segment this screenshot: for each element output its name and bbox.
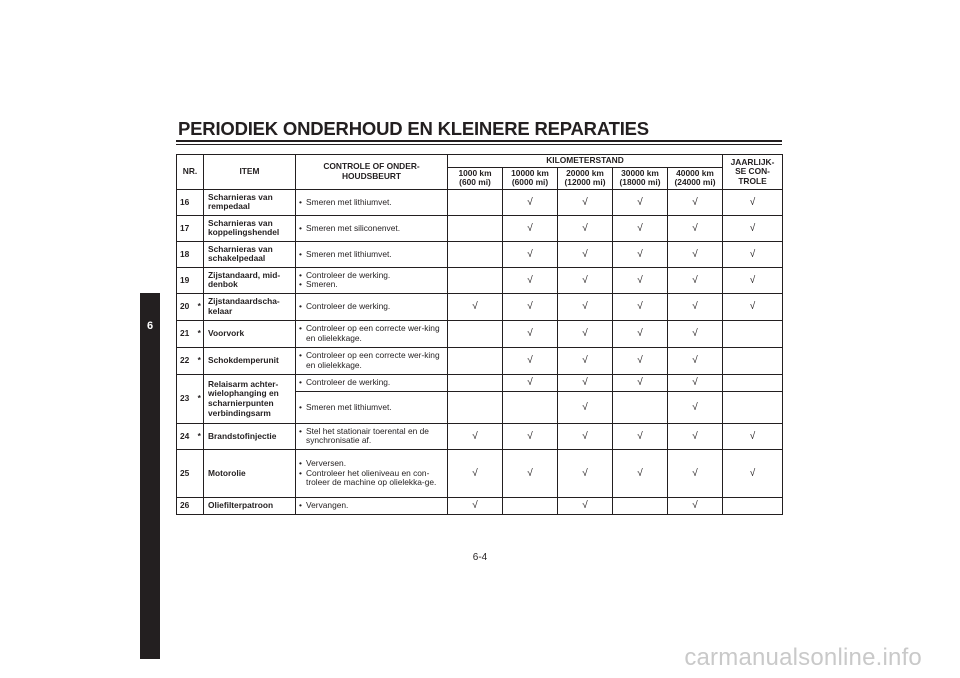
action-list bbox=[299, 459, 444, 488]
action-list bbox=[299, 378, 444, 388]
row-star-marker: * bbox=[196, 320, 204, 347]
check-mark: √ bbox=[503, 347, 558, 374]
row-number: 25 bbox=[177, 449, 196, 497]
row-number: 24 bbox=[177, 423, 196, 449]
header-km-4 bbox=[613, 167, 668, 189]
action-item: • Smeren met lithiumvet. bbox=[299, 403, 444, 413]
row-star-marker: * bbox=[196, 347, 204, 374]
action-list bbox=[299, 198, 444, 208]
row-control bbox=[296, 423, 448, 449]
row-control bbox=[296, 374, 448, 391]
check-mark: √ bbox=[613, 449, 668, 497]
check-mark: √ bbox=[668, 374, 723, 391]
check-mark: √ bbox=[668, 241, 723, 267]
action-item: • Controleer het olieniveau en con-troleer de machine op olielekka-ge. bbox=[299, 469, 444, 488]
chapter-tab bbox=[140, 293, 160, 659]
check-mark: √ bbox=[503, 449, 558, 497]
empty-cell bbox=[448, 320, 503, 347]
action-item: • Smeren. bbox=[299, 280, 444, 290]
check-mark: √ bbox=[558, 391, 613, 423]
header-kilometerstand: KILOMETERSTAND bbox=[448, 155, 723, 168]
row-star-marker: * bbox=[196, 293, 204, 320]
empty-cell bbox=[723, 347, 783, 374]
table-row bbox=[177, 293, 783, 320]
check-mark: √ bbox=[503, 267, 558, 293]
action-item: • Controleer de werking. bbox=[299, 378, 444, 388]
header-mi-value: (18000 mi) bbox=[619, 177, 661, 188]
check-mark: √ bbox=[723, 215, 783, 241]
page-title: PERIODIEK ONDERHOUD EN KLEINERE REPARATIES bbox=[178, 118, 649, 139]
header-annual: JAARLIJK-SE CON-TROLE bbox=[723, 155, 783, 190]
row-control bbox=[296, 320, 448, 347]
row-item: Scharnieras van schakelpedaal bbox=[204, 241, 296, 267]
row-control bbox=[296, 241, 448, 267]
check-mark: √ bbox=[558, 347, 613, 374]
action-list bbox=[299, 271, 444, 290]
row-control bbox=[296, 347, 448, 374]
check-mark: √ bbox=[723, 449, 783, 497]
header-nr: NR. bbox=[177, 155, 204, 190]
table-header-row bbox=[177, 155, 783, 168]
row-item: Zijstandaard, mid-denbok bbox=[204, 267, 296, 293]
header-control: CONTROLE OF ONDER-HOUDSBEURT bbox=[296, 155, 448, 190]
header-km-value: 1000 km bbox=[458, 167, 492, 178]
row-number: 26 bbox=[177, 497, 196, 514]
check-mark: √ bbox=[613, 241, 668, 267]
header-mi-value: (600 mi) bbox=[459, 177, 491, 188]
action-item: • Vervangen. bbox=[299, 501, 444, 511]
row-control bbox=[296, 215, 448, 241]
row-control bbox=[296, 293, 448, 320]
check-mark: √ bbox=[503, 189, 558, 215]
empty-cell bbox=[723, 391, 783, 423]
check-mark: √ bbox=[668, 267, 723, 293]
empty-cell bbox=[448, 391, 503, 423]
row-number: 23 bbox=[177, 374, 196, 423]
check-mark: √ bbox=[613, 293, 668, 320]
check-mark: √ bbox=[558, 374, 613, 391]
action-item: • Smeren met lithiumvet. bbox=[299, 198, 444, 208]
table-row bbox=[177, 347, 783, 374]
check-mark: √ bbox=[668, 293, 723, 320]
row-item: Relaisarm achter-wielophanging en scharnierpunten verbindingsarm bbox=[204, 374, 296, 423]
check-mark: √ bbox=[558, 267, 613, 293]
empty-cell bbox=[723, 320, 783, 347]
empty-cell bbox=[503, 391, 558, 423]
row-item: Scharnieras van rempedaal bbox=[204, 189, 296, 215]
action-item: • Stel het stationair toerental en de synchronisatie af. bbox=[299, 427, 444, 446]
check-mark: √ bbox=[668, 449, 723, 497]
action-item: • Controleer de werking. bbox=[299, 302, 444, 312]
check-mark: √ bbox=[613, 215, 668, 241]
action-list bbox=[299, 427, 444, 446]
row-item: Zijstandaardscha-kelaar bbox=[204, 293, 296, 320]
header-km-1 bbox=[448, 167, 503, 189]
action-item: • Controleer de werking. bbox=[299, 271, 444, 281]
table-row bbox=[177, 241, 783, 267]
row-number: 20 bbox=[177, 293, 196, 320]
row-control bbox=[296, 189, 448, 215]
check-mark: √ bbox=[558, 423, 613, 449]
action-list bbox=[299, 324, 444, 343]
empty-cell bbox=[448, 374, 503, 391]
check-mark: √ bbox=[558, 320, 613, 347]
row-item: Schokdemperunit bbox=[204, 347, 296, 374]
check-mark: √ bbox=[668, 215, 723, 241]
check-mark: √ bbox=[723, 241, 783, 267]
row-item: Voorvork bbox=[204, 320, 296, 347]
action-list bbox=[299, 351, 444, 370]
empty-cell bbox=[448, 241, 503, 267]
watermark: carmanualsonline.info bbox=[684, 644, 922, 671]
check-mark: √ bbox=[558, 241, 613, 267]
check-mark: √ bbox=[613, 423, 668, 449]
empty-cell bbox=[723, 374, 783, 391]
action-item: • Verversen. bbox=[299, 459, 444, 469]
check-mark: √ bbox=[503, 374, 558, 391]
header-km-value: 30000 km bbox=[621, 167, 659, 178]
check-mark: √ bbox=[613, 189, 668, 215]
row-number: 16 bbox=[177, 189, 196, 215]
table-row bbox=[177, 267, 783, 293]
row-star-marker bbox=[196, 449, 204, 497]
check-mark: √ bbox=[613, 347, 668, 374]
row-star-marker bbox=[196, 215, 204, 241]
header-mi-value: (24000 mi) bbox=[674, 177, 716, 188]
check-mark: √ bbox=[613, 374, 668, 391]
row-control bbox=[296, 497, 448, 514]
row-number: 18 bbox=[177, 241, 196, 267]
header-km-5 bbox=[668, 167, 723, 189]
action-item: • Smeren met siliconenvet. bbox=[299, 224, 444, 234]
row-control bbox=[296, 267, 448, 293]
page-number: 6-4 bbox=[472, 552, 488, 563]
action-list bbox=[299, 250, 444, 260]
check-mark: √ bbox=[668, 497, 723, 514]
empty-cell bbox=[723, 497, 783, 514]
empty-cell bbox=[613, 497, 668, 514]
header-km-2 bbox=[503, 167, 558, 189]
empty-cell bbox=[448, 347, 503, 374]
row-control bbox=[296, 391, 448, 423]
header-km-value: 40000 km bbox=[676, 167, 714, 178]
check-mark: √ bbox=[668, 189, 723, 215]
header-km-value: 20000 km bbox=[566, 167, 604, 178]
table-row bbox=[177, 423, 783, 449]
check-mark: √ bbox=[503, 320, 558, 347]
check-mark: √ bbox=[613, 320, 668, 347]
check-mark: √ bbox=[503, 293, 558, 320]
table-row bbox=[177, 374, 783, 391]
empty-cell bbox=[503, 497, 558, 514]
maintenance-table bbox=[176, 154, 783, 515]
check-mark: √ bbox=[723, 423, 783, 449]
check-mark: √ bbox=[448, 497, 503, 514]
action-list bbox=[299, 403, 444, 413]
row-item: Brandstofinjectie bbox=[204, 423, 296, 449]
row-number: 19 bbox=[177, 267, 196, 293]
action-list bbox=[299, 501, 444, 511]
check-mark: √ bbox=[723, 293, 783, 320]
title-rule-thin bbox=[176, 144, 782, 145]
row-star-marker bbox=[196, 241, 204, 267]
header-km-3 bbox=[558, 167, 613, 189]
header-mi-value: (12000 mi) bbox=[564, 177, 606, 188]
check-mark: √ bbox=[723, 189, 783, 215]
table-row bbox=[177, 215, 783, 241]
action-list bbox=[299, 224, 444, 234]
check-mark: √ bbox=[503, 423, 558, 449]
row-number: 17 bbox=[177, 215, 196, 241]
check-mark: √ bbox=[613, 267, 668, 293]
check-mark: √ bbox=[558, 293, 613, 320]
row-control bbox=[296, 449, 448, 497]
check-mark: √ bbox=[558, 449, 613, 497]
action-list bbox=[299, 302, 444, 312]
empty-cell bbox=[613, 391, 668, 423]
row-number: 21 bbox=[177, 320, 196, 347]
check-mark: √ bbox=[448, 449, 503, 497]
row-star-marker bbox=[196, 189, 204, 215]
chapter-number: 6 bbox=[146, 320, 154, 332]
action-item: • Smeren met lithiumvet. bbox=[299, 250, 444, 260]
row-item: Oliefilterpatroon bbox=[204, 497, 296, 514]
action-item: • Controleer op een correcte wer-king en olielekkage. bbox=[299, 324, 444, 343]
check-mark: √ bbox=[668, 391, 723, 423]
table-row bbox=[177, 320, 783, 347]
check-mark: √ bbox=[668, 347, 723, 374]
table-row bbox=[177, 449, 783, 497]
header-km-value: 10000 km bbox=[511, 167, 549, 178]
row-star-marker bbox=[196, 267, 204, 293]
row-item: Motorolie bbox=[204, 449, 296, 497]
action-item: • Controleer op een correcte wer-king en olielekkage. bbox=[299, 351, 444, 370]
row-star-marker bbox=[196, 497, 204, 514]
empty-cell bbox=[448, 189, 503, 215]
check-mark: √ bbox=[668, 423, 723, 449]
check-mark: √ bbox=[558, 215, 613, 241]
check-mark: √ bbox=[448, 423, 503, 449]
row-star-marker: * bbox=[196, 374, 204, 423]
check-mark: √ bbox=[558, 189, 613, 215]
row-item: Scharnieras van koppelingshendel bbox=[204, 215, 296, 241]
table-row bbox=[177, 497, 783, 514]
empty-cell bbox=[448, 215, 503, 241]
title-rule bbox=[176, 140, 782, 142]
row-star-marker: * bbox=[196, 423, 204, 449]
check-mark: √ bbox=[448, 293, 503, 320]
check-mark: √ bbox=[668, 320, 723, 347]
table-body bbox=[177, 189, 783, 514]
check-mark: √ bbox=[723, 267, 783, 293]
check-mark: √ bbox=[558, 497, 613, 514]
check-mark: √ bbox=[503, 215, 558, 241]
table-row bbox=[177, 189, 783, 215]
header-mi-value: (6000 mi) bbox=[511, 177, 549, 188]
empty-cell bbox=[448, 267, 503, 293]
row-number: 22 bbox=[177, 347, 196, 374]
header-item: ITEM bbox=[204, 155, 296, 190]
check-mark: √ bbox=[503, 241, 558, 267]
